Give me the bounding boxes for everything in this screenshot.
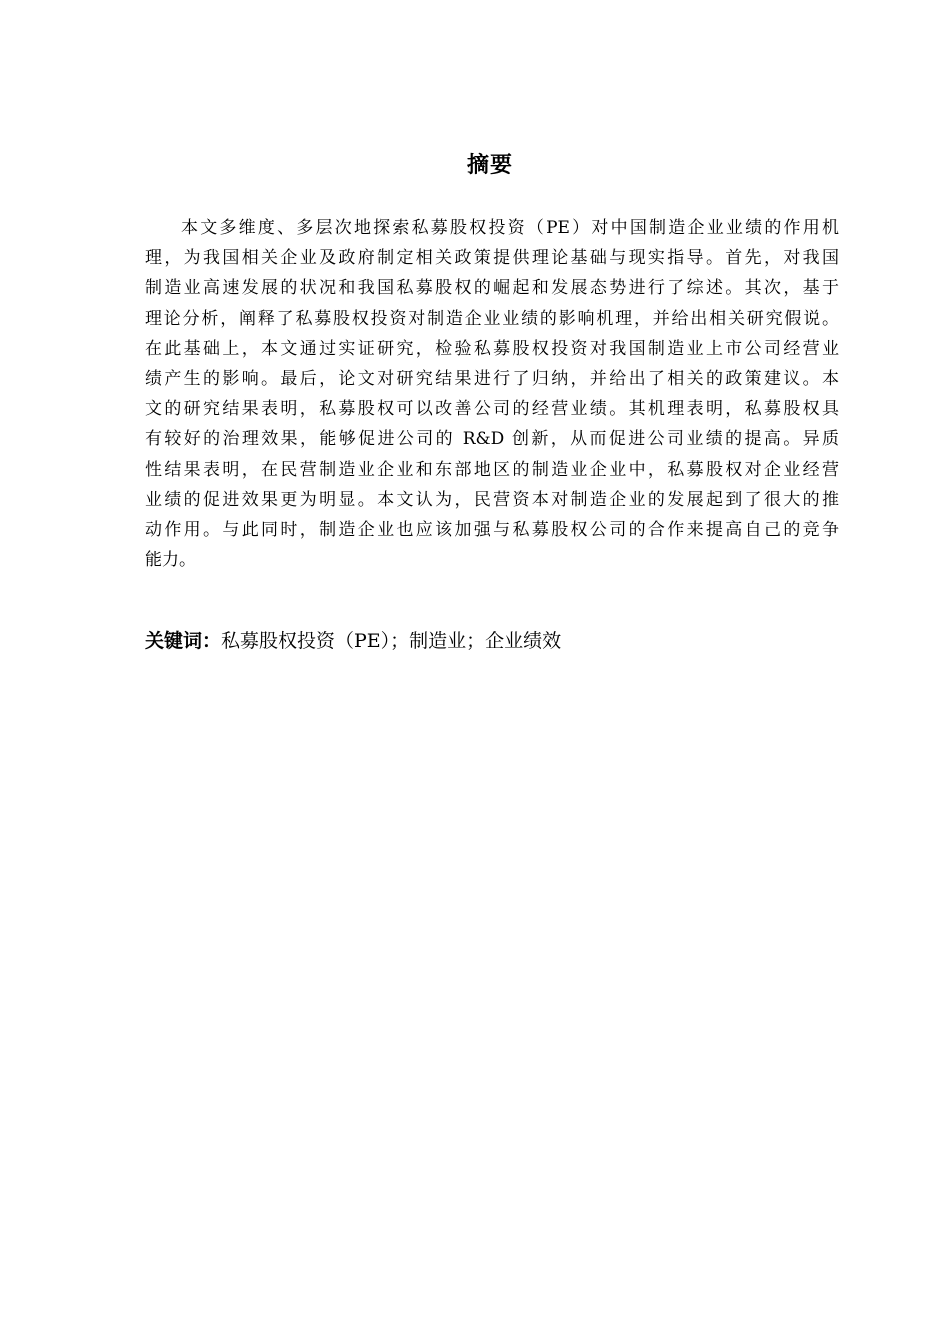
abstract-line: 业绩的促进效果更为明显。本文认为，民营资本对制造企业的发展起到了很大的推 [145, 489, 839, 510]
abstract-line: 性结果表明，在民营制造业企业和东部地区的制造业企业中，私募股权对企业经营 [145, 459, 839, 480]
abstract-line: 在此基础上，本文通过实证研究，检验私募股权投资对我国制造业上市公司经营业 [145, 338, 839, 359]
abstract-line: 制造业高速发展的状况和我国私募股权的崛起和发展态势进行了综述。其次，基于 [145, 278, 839, 299]
abstract-line: 动作用。与此同时，制造企业也应该加强与私募股权公司的合作来提高自己的竞争 [145, 519, 839, 540]
abstract-line: 绩产生的影响。最后，论文对研究结果进行了归纳，并给出了相关的政策建议。本 [145, 368, 839, 389]
keywords-label: 关键词： [145, 630, 222, 652]
abstract-line: 有较好的治理效果，能够促进公司的 R&D 创新，从而促进公司业绩的提高。异质 [145, 429, 839, 450]
keywords-line [145, 625, 845, 658]
page-title: 摘要 [466, 153, 513, 178]
keywords-value: 私募股权投资（PE）；制造业；企业绩效 [221, 630, 562, 652]
abstract-line: 能力。 [145, 550, 196, 571]
abstract-body [145, 213, 839, 575]
abstract-line: 本文多维度、多层次地探索私募股权投资（PE）对中国制造企业业绩的作用机 [181, 218, 839, 238]
abstract-line: 文的研究结果表明，私募股权可以改善公司的经营业绩。其机理表明，私募股权具 [145, 399, 839, 420]
abstract-line: 理论分析，阐释了私募股权投资对制造企业业绩的影响机理，并给出相关研究假说。 [145, 308, 839, 329]
abstract-line: 理，为我国相关企业及政府制定相关政策提供理论基础与现实指导。首先，对我国 [145, 248, 839, 269]
